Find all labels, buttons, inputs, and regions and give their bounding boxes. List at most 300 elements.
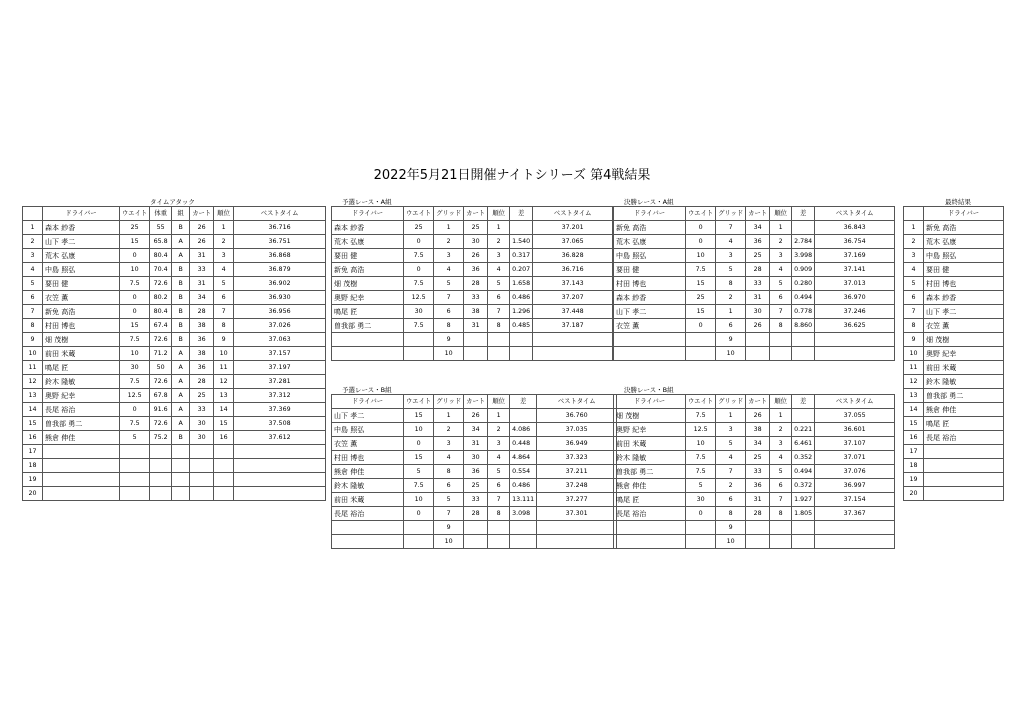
table-cell: 衣笠 薫 — [924, 319, 1004, 333]
table-cell: 37.141 — [815, 263, 895, 277]
table-row — [23, 291, 326, 305]
table-cell: 8 — [434, 319, 464, 333]
table-cell: 熊倉 伸佳 — [43, 431, 120, 445]
table-cell: 長尾 裕治 — [924, 431, 1004, 445]
table-cell: 3 — [770, 437, 792, 451]
table-cell: 0.352 — [792, 451, 815, 465]
table-cell: 12.5 — [404, 291, 434, 305]
table-cell: 曽我部 勇二 — [43, 417, 120, 431]
table-cell: 畑 茂樹 — [614, 409, 686, 423]
table-cell: 1 — [716, 409, 746, 423]
table-cell: 37.143 — [533, 277, 613, 291]
table-row — [23, 347, 326, 361]
table-cell: 36 — [190, 361, 214, 375]
table-cell: 4 — [716, 451, 746, 465]
table-cell: 7.5 — [120, 417, 150, 431]
prelim-a-caption: 予選レース・A組 — [342, 198, 392, 206]
table-row — [904, 347, 1004, 361]
table-cell: 34 — [190, 291, 214, 305]
table-row — [614, 437, 895, 451]
table-cell: 前田 米蔵 — [43, 347, 120, 361]
table-cell: 7 — [434, 507, 464, 521]
page-title: 2022年5月21日開催ナイトシリーズ 第4戦結果 — [373, 168, 651, 183]
table-cell: 15 — [686, 305, 716, 319]
table-cell: B — [172, 319, 190, 333]
table-cell: 6 — [214, 291, 234, 305]
final-a-caption: 決勝レース・A組 — [624, 198, 674, 206]
column-header: ウエイト — [686, 207, 716, 221]
table-cell: 熊倉 伸佳 — [614, 479, 686, 493]
table-cell: 6 — [770, 479, 792, 493]
table-cell: 4 — [23, 263, 43, 277]
table-cell — [404, 535, 434, 549]
table-row — [23, 333, 326, 347]
table-cell: 3 — [770, 249, 792, 263]
table-cell: 0.909 — [792, 263, 815, 277]
table-cell: 9 — [716, 333, 746, 347]
table-row — [23, 389, 326, 403]
table-cell: 36.970 — [815, 291, 895, 305]
table-cell — [614, 535, 686, 549]
table-cell: 0 — [120, 249, 150, 263]
table-cell: 8 — [434, 465, 464, 479]
table-cell: 37.277 — [537, 493, 617, 507]
table-cell — [332, 347, 404, 361]
table-cell: 0.207 — [510, 263, 533, 277]
table-cell: 30 — [686, 493, 716, 507]
table-cell: 36.902 — [234, 277, 326, 291]
table-cell: 37.107 — [815, 437, 895, 451]
table-row — [23, 459, 326, 473]
table-cell: 26 — [190, 221, 214, 235]
table-row — [614, 291, 895, 305]
table-cell: 72.6 — [150, 417, 172, 431]
table-cell: 曽我部 勇二 — [332, 319, 404, 333]
table-cell: 4.086 — [510, 423, 537, 437]
column-header: ドライバー — [614, 395, 686, 409]
table-row — [904, 459, 1004, 473]
table-cell: 15 — [904, 417, 924, 431]
table-cell: 長尾 裕治 — [614, 507, 686, 521]
table-cell — [234, 445, 326, 459]
table-cell: 5 — [434, 277, 464, 291]
table-cell: 10 — [716, 347, 746, 361]
table-cell — [120, 487, 150, 501]
table-cell: A — [172, 417, 190, 431]
table-cell: 0 — [686, 507, 716, 521]
table-cell — [510, 535, 537, 549]
table-cell: 91.6 — [150, 403, 172, 417]
table-cell: 12.5 — [120, 389, 150, 403]
table-cell: 5 — [404, 465, 434, 479]
table-row — [614, 347, 895, 361]
table-cell — [510, 347, 533, 361]
table-cell: 28 — [746, 507, 770, 521]
table-cell: 36.868 — [234, 249, 326, 263]
column-header: ベストタイム — [533, 207, 613, 221]
table-cell: 畑 茂樹 — [924, 333, 1004, 347]
table-cell: 15 — [23, 417, 43, 431]
table-cell: 畑 茂樹 — [43, 333, 120, 347]
table-cell: 37.055 — [815, 409, 895, 423]
table-cell: 10 — [686, 437, 716, 451]
table-cell: 中島 照弘 — [924, 249, 1004, 263]
column-header: ベストタイム — [234, 207, 326, 221]
table-row — [614, 535, 895, 549]
table-cell: 36.760 — [537, 409, 617, 423]
table-cell: 0 — [404, 437, 434, 451]
table-row — [23, 263, 326, 277]
table-cell: 34 — [746, 437, 770, 451]
table-cell — [746, 347, 770, 361]
table-cell: B — [172, 263, 190, 277]
table-cell — [464, 521, 488, 535]
table-cell — [190, 473, 214, 487]
table-cell — [770, 347, 792, 361]
table-cell: 鳴尾 匠 — [43, 361, 120, 375]
table-cell: 80.4 — [150, 249, 172, 263]
table-cell: 37.246 — [815, 305, 895, 319]
table-cell: 0 — [404, 263, 434, 277]
table-cell — [332, 535, 404, 549]
table-cell — [792, 347, 815, 361]
table-cell: 6 — [488, 291, 510, 305]
column-header: グリッド — [434, 207, 464, 221]
table-cell — [924, 459, 1004, 473]
table-row — [904, 235, 1004, 249]
table-cell: B — [172, 221, 190, 235]
table-cell: 13 — [904, 389, 924, 403]
table-cell — [537, 535, 617, 549]
table-cell — [214, 473, 234, 487]
table-row — [614, 521, 895, 535]
table-cell: B — [172, 305, 190, 319]
table-cell: 31 — [464, 319, 488, 333]
table-cell — [815, 521, 895, 535]
table-cell: 5 — [904, 277, 924, 291]
table-cell: 18 — [23, 459, 43, 473]
table-cell: 26 — [464, 409, 488, 423]
table-cell: 36 — [190, 333, 214, 347]
table-cell — [332, 521, 404, 535]
final-b-caption: 決勝レース・B組 — [624, 386, 674, 394]
table-row — [332, 423, 617, 437]
column-header: カート — [746, 395, 770, 409]
table-cell: 1 — [434, 409, 464, 423]
table-row — [614, 479, 895, 493]
column-header: カート — [190, 207, 214, 221]
table-cell: 8 — [716, 277, 746, 291]
table-cell: 10 — [904, 347, 924, 361]
table-cell — [614, 347, 686, 361]
table-row — [904, 417, 1004, 431]
table-cell — [746, 521, 770, 535]
table-cell: 37.312 — [234, 389, 326, 403]
table-row — [904, 403, 1004, 417]
time-attack-table — [22, 206, 326, 501]
table-cell: 0.372 — [792, 479, 815, 493]
table-cell: 36.754 — [815, 235, 895, 249]
table-cell — [792, 333, 815, 347]
table-cell: 鳴尾 匠 — [332, 305, 404, 319]
table-cell: 4 — [488, 451, 510, 465]
table-cell: 10 — [716, 535, 746, 549]
table-cell: 37.207 — [533, 291, 613, 305]
table-cell: 31 — [190, 249, 214, 263]
table-cell: 9 — [23, 333, 43, 347]
column-header: 差 — [792, 395, 815, 409]
table-cell: 37.187 — [533, 319, 613, 333]
table-cell — [150, 487, 172, 501]
table-row — [614, 409, 895, 423]
column-header: ウエイト — [404, 207, 434, 221]
table-cell: 8.860 — [792, 319, 815, 333]
table-cell: B — [172, 277, 190, 291]
column-header: グリッド — [434, 395, 464, 409]
table-row — [904, 221, 1004, 235]
table-cell: 36 — [746, 235, 770, 249]
table-cell: 1 — [23, 221, 43, 235]
header-row — [614, 207, 895, 221]
table-cell: 7 — [488, 305, 510, 319]
table-cell: 10 — [404, 423, 434, 437]
table-cell: 村田 博也 — [43, 319, 120, 333]
table-cell — [510, 333, 533, 347]
table-cell: 6 — [23, 291, 43, 305]
table-cell: 33 — [746, 465, 770, 479]
table-cell — [120, 445, 150, 459]
table-cell — [150, 445, 172, 459]
column-header: ドライバー — [332, 207, 404, 221]
table-cell: 72.6 — [150, 375, 172, 389]
table-cell: 1 — [770, 409, 792, 423]
table-cell: 3.098 — [510, 507, 537, 521]
column-header: ウエイト — [686, 395, 716, 409]
table-cell: 6 — [904, 291, 924, 305]
table-row — [332, 465, 617, 479]
table-cell: 10 — [686, 249, 716, 263]
table-cell — [510, 521, 537, 535]
table-cell: 28 — [464, 507, 488, 521]
table-row — [332, 249, 613, 263]
table-cell: 0.494 — [792, 465, 815, 479]
table-cell: 奥野 紀幸 — [332, 291, 404, 305]
table-cell — [746, 535, 770, 549]
table-cell: 13.111 — [510, 493, 537, 507]
table-cell: 山下 孝二 — [332, 409, 404, 423]
table-cell: 5 — [120, 431, 150, 445]
table-cell: 衣笠 薫 — [43, 291, 120, 305]
table-cell: 7 — [770, 305, 792, 319]
table-cell: A — [172, 249, 190, 263]
table-cell: 山下 孝二 — [924, 305, 1004, 319]
table-cell: 4 — [434, 263, 464, 277]
table-row — [614, 423, 895, 437]
table-cell: 4 — [770, 451, 792, 465]
table-cell: 5 — [488, 465, 510, 479]
table-cell: 65.8 — [150, 235, 172, 249]
header-row — [614, 395, 895, 409]
table-row — [904, 445, 1004, 459]
table-cell — [792, 221, 815, 235]
table-cell: 7.5 — [686, 451, 716, 465]
table-cell: 鈴木 隆敏 — [43, 375, 120, 389]
table-cell: 前田 米蔵 — [332, 493, 404, 507]
table-cell: 30 — [190, 417, 214, 431]
table-cell: 6.461 — [792, 437, 815, 451]
table-cell: 森本 紗香 — [332, 221, 404, 235]
table-cell — [43, 473, 120, 487]
table-cell: 12 — [904, 375, 924, 389]
table-cell: 2.784 — [792, 235, 815, 249]
column-header: 順位 — [770, 395, 792, 409]
table-cell — [150, 459, 172, 473]
table-row — [904, 333, 1004, 347]
table-cell: 34 — [746, 221, 770, 235]
column-header: ドライバー — [332, 395, 404, 409]
table-cell: 30 — [404, 305, 434, 319]
table-cell — [686, 333, 716, 347]
table-cell — [488, 347, 510, 361]
table-cell: 7 — [488, 493, 510, 507]
table-row — [332, 451, 617, 465]
table-cell: 4 — [904, 263, 924, 277]
table-cell: 3 — [716, 249, 746, 263]
table-cell: 11 — [904, 361, 924, 375]
table-cell: 37.248 — [537, 479, 617, 493]
table-cell: 14 — [214, 403, 234, 417]
table-row — [332, 221, 613, 235]
column-header: ベストタイム — [815, 207, 895, 221]
table-cell: 0.486 — [510, 291, 533, 305]
final-results-caption: 最終結果 — [945, 198, 971, 206]
table-cell: 33 — [464, 493, 488, 507]
table-row — [904, 319, 1004, 333]
table-cell: 33 — [190, 403, 214, 417]
table-cell — [43, 487, 120, 501]
table-cell: 11 — [214, 361, 234, 375]
table-cell — [792, 409, 815, 423]
table-cell: 0.485 — [510, 319, 533, 333]
table-cell: 36.828 — [533, 249, 613, 263]
table-row — [23, 375, 326, 389]
table-cell: 13 — [23, 389, 43, 403]
table-row — [904, 431, 1004, 445]
table-cell: 37.013 — [815, 277, 895, 291]
table-cell: 36.956 — [234, 305, 326, 319]
table-row — [614, 333, 895, 347]
table-row — [904, 291, 1004, 305]
table-cell: 16 — [214, 431, 234, 445]
table-cell: 奥野 紀幸 — [614, 423, 686, 437]
table-cell: 37.448 — [533, 305, 613, 319]
table-cell: 36.930 — [234, 291, 326, 305]
column-header: グリッド — [716, 395, 746, 409]
table-cell: 36.716 — [533, 263, 613, 277]
table-cell: 0.486 — [510, 479, 537, 493]
column-header: ドライバー — [924, 207, 1004, 221]
table-cell: 0.778 — [792, 305, 815, 319]
table-cell: 37.154 — [815, 493, 895, 507]
table-cell: 9 — [434, 333, 464, 347]
table-cell: 7 — [716, 465, 746, 479]
table-cell: 72.6 — [150, 333, 172, 347]
table-cell: 5 — [214, 277, 234, 291]
table-cell: 2 — [488, 235, 510, 249]
table-row — [23, 221, 326, 235]
column-header — [23, 207, 43, 221]
table-cell: 鈴木 隆敏 — [614, 451, 686, 465]
table-cell: 33 — [464, 291, 488, 305]
table-cell: 26 — [464, 249, 488, 263]
table-row — [332, 479, 617, 493]
table-row — [614, 235, 895, 249]
table-cell: 38 — [464, 305, 488, 319]
table-row — [614, 507, 895, 521]
table-cell: 中島 照弘 — [614, 249, 686, 263]
table-cell: 8 — [770, 507, 792, 521]
table-cell: 荒木 弘康 — [614, 235, 686, 249]
table-cell: 38 — [746, 423, 770, 437]
table-cell: 37.369 — [234, 403, 326, 417]
table-cell — [488, 333, 510, 347]
column-header: カート — [464, 395, 488, 409]
table-cell: 25 — [746, 249, 770, 263]
table-cell: 5 — [716, 437, 746, 451]
table-cell: 畑 茂樹 — [332, 277, 404, 291]
table-row — [332, 437, 617, 451]
table-cell: 30 — [746, 305, 770, 319]
table-cell: 7 — [904, 305, 924, 319]
table-cell: 37.508 — [234, 417, 326, 431]
table-cell: 8 — [488, 319, 510, 333]
table-cell: 37.197 — [234, 361, 326, 375]
table-cell: A — [172, 235, 190, 249]
table-cell: 8 — [904, 319, 924, 333]
table-cell: 0 — [686, 221, 716, 235]
table-row — [332, 319, 613, 333]
table-cell: 3.998 — [792, 249, 815, 263]
table-cell — [404, 333, 434, 347]
table-row — [23, 445, 326, 459]
table-cell: 67.4 — [150, 319, 172, 333]
table-row — [614, 451, 895, 465]
column-header: 組 — [172, 207, 190, 221]
table-cell — [537, 521, 617, 535]
table-cell — [686, 347, 716, 361]
table-cell: 6 — [488, 479, 510, 493]
table-cell: 1 — [488, 409, 510, 423]
table-cell: 9 — [904, 333, 924, 347]
table-row — [332, 535, 617, 549]
table-cell: 31 — [746, 291, 770, 305]
table-cell: 荒木 弘康 — [43, 249, 120, 263]
column-header: ベストタイム — [815, 395, 895, 409]
table-cell: 80.4 — [150, 305, 172, 319]
table-cell: 36.716 — [234, 221, 326, 235]
table-row — [332, 263, 613, 277]
table-cell: 4 — [770, 263, 792, 277]
table-cell: 19 — [23, 473, 43, 487]
table-cell: 33 — [746, 277, 770, 291]
table-cell — [488, 535, 510, 549]
table-row — [23, 431, 326, 445]
table-cell: 7 — [716, 221, 746, 235]
table-cell: 37.211 — [537, 465, 617, 479]
table-cell — [172, 487, 190, 501]
table-cell: 19 — [904, 473, 924, 487]
column-header: 差 — [510, 207, 533, 221]
